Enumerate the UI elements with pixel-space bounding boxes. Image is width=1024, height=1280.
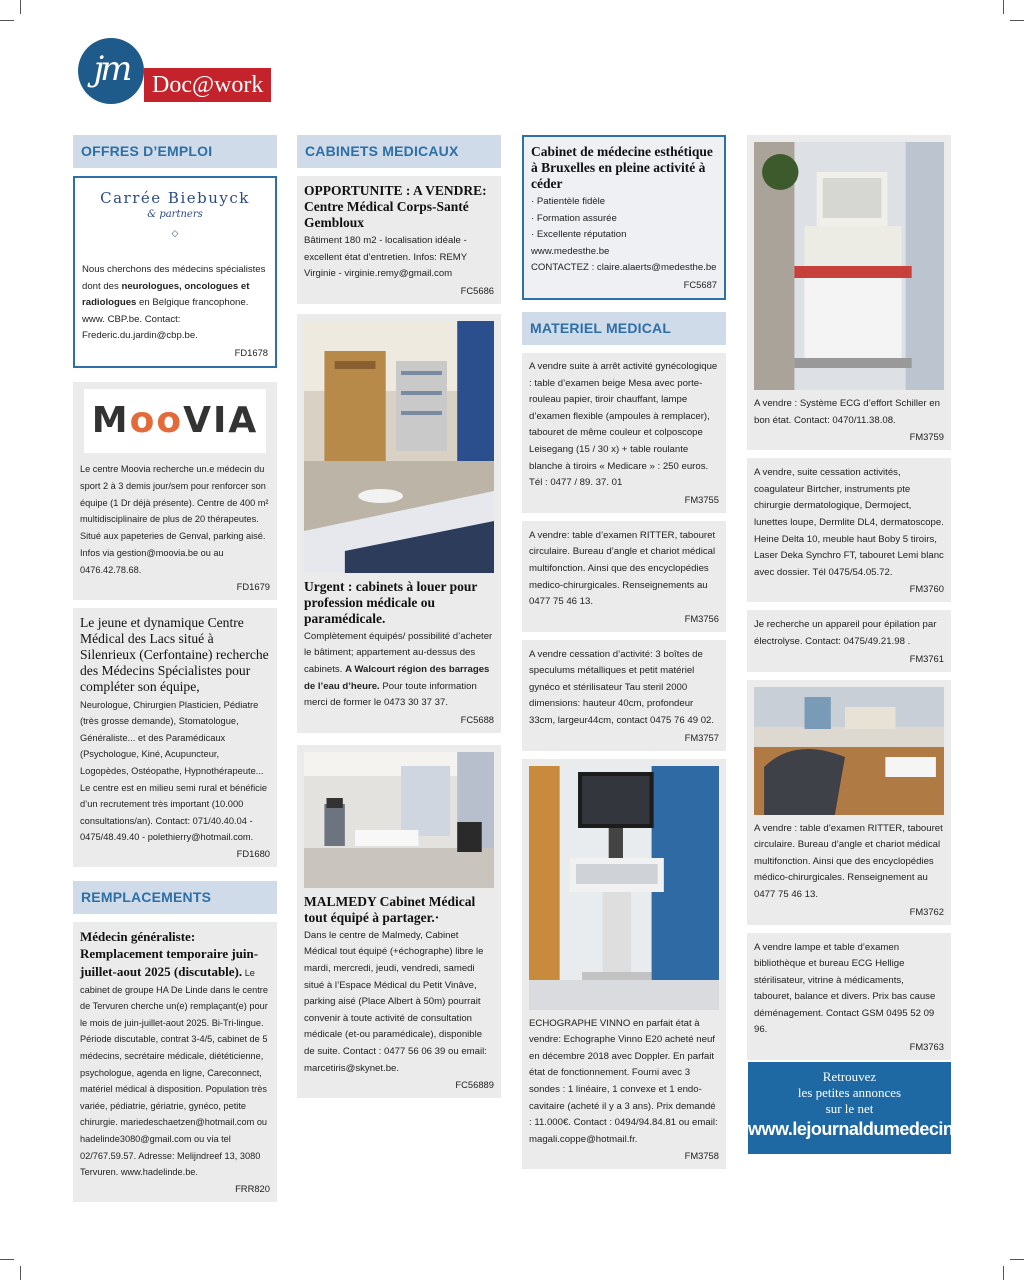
promo-line: Retrouvez <box>822 1069 877 1084</box>
ad-ref: FM3760 <box>909 583 944 595</box>
ad-line: CONTACTEZ : claire.alaerts@medesthe.be <box>531 262 717 274</box>
ad-fm3761 <box>747 610 951 671</box>
ad-ref: FD1678 <box>234 346 268 358</box>
ad-ref: FD1679 <box>236 580 270 592</box>
section-materiel-medical: MATERIEL MEDICAL <box>522 312 726 345</box>
ad-fc5686 <box>297 176 501 304</box>
ad-text: A vendre: table d’examen RITTER, tabouret circulaire. Bureau d’angle et chariot médical multifonction. Ainsi que des encyclopédies medico-chirurgicales. Renseignements au 0477 75 46 13. <box>529 529 716 608</box>
promo-line: les petites annonces <box>797 1085 902 1100</box>
ad-fm3760 <box>747 458 951 602</box>
ad-ref: FM3756 <box>684 612 719 624</box>
section-remplacements: REMPLACEMENTS <box>73 881 277 914</box>
ad-fd1680 <box>73 608 277 867</box>
ad-text: A vendre lampe et table d’examen bibliothèque et bureau ECG Hellige stérilisateur, vitrine à médicaments, tabouret, balance et divers. Prix bas cause déménagement. Contact GSM 0495 52 09 96. <box>754 941 936 1036</box>
crop-mark <box>1010 1259 1024 1260</box>
moovia-logo: MooVIA <box>84 389 266 453</box>
crop-mark <box>0 20 14 21</box>
ad-ref: FM3762 <box>909 905 944 917</box>
ad-text: Neurologue, Chirurgien Plasticien, Pédiatre (très grosse demande), Stomatologue, Généraliste... et des Paramédicaux (Psychologue, Kiné, Acupuncteur, Logopèdes, Ostéopathe, Hypnothérapeute... Le centre est en milieu semi rural et bénéficie d’un recrutement très important (10.000 consultations/an). Contact: 071/40.40.04 - 0475/48.49.40 - polethierry@hotmail.com. <box>80 699 268 843</box>
ad-title: Le jeune et dynamique Centre Médical des Lacs situé à Silenrieux (Cerfontaine) recherche des Médecins Spécialistes pour compléter son équipe, <box>80 614 269 694</box>
ad-text: Bâtiment 180 m2 - localisation idéale - excellent état d’entretien. Infos: REMY Virginie - virginie.remy@gmail.com <box>304 235 468 280</box>
ad-fc56889 <box>297 745 501 1098</box>
column-4 <box>747 135 951 1068</box>
ad-text: A vendre cessation d’activité: 3 boîtes de speculums métalliques et petit matériel gynéco et stérilisateur Tau steril 2000 dimensions: hauteur 40cm, profondeur 33cm, largeur44cm, contact 0475 76 49 02. <box>529 648 715 727</box>
column-3 <box>522 135 726 1177</box>
ad-fm3757 <box>522 640 726 751</box>
ad-ref: FRR820 <box>235 1182 270 1194</box>
jm-logo-mark: jm <box>78 38 144 104</box>
ad-title: Urgent : cabinets à louer pour profession médicale ou paramédicale. <box>304 578 478 626</box>
ad-ref: FC56889 <box>455 1079 494 1091</box>
cabinet-room-photo <box>304 321 494 573</box>
section-offres-emploi: OFFRES D’EMPLOI <box>73 135 277 168</box>
ad-line: · Formation assurée <box>531 212 617 224</box>
crop-mark <box>1003 0 1004 14</box>
masthead-logo <box>78 38 288 108</box>
ad-text: Dans le centre de Malmedy, Cabinet Médical tout équipé (+échographe) libre le mardi, mercredi, jeudi, vendredi, samedi situé à l’Espace Médical du Petit Vinâve, parking aisé (Place Albert à 50m) pourrait convenir à toute activité de consultation médicale (et-ou paramédicale), disponible de suite. Contact : 0477 56 06 39 ou email: marcetiris@skynet.be. <box>304 929 487 1074</box>
ad-ref: FC5688 <box>460 713 494 725</box>
website-link[interactable]: www.lejournaldumedecin.com <box>748 1119 994 1139</box>
ad-ref: FC5686 <box>460 284 494 296</box>
ad-fm3758 <box>522 759 726 1170</box>
ad-ref: FC5687 <box>683 278 717 290</box>
ad-ref: FM3761 <box>909 652 944 664</box>
ad-title: Cabinet de médecine esthétique à Bruxelles en pleine activité à céder <box>531 144 713 191</box>
ad-text: A vendre, suite cessation activités, coagulateur Birtcher, instruments pte chirurgie dermatologique, Dermoject, lunettes loupe, Dermlite DL4, dermatoscope. Heine Delta 10, meuble haut Boby 5 tiroirs, Laser Deka Synchro FT, tabouret Lemi blanc avec dossier. Tél 0475/54.05.72. <box>754 467 944 578</box>
ad-fc5688 <box>297 314 501 733</box>
crop-mark <box>20 0 21 14</box>
ad-ref: FM3758 <box>684 1150 719 1162</box>
office-desk-photo <box>754 687 944 815</box>
ad-frr820 <box>73 922 277 1202</box>
ad-text: Médecin généraliste: Remplacement temporaire juin-juillet-aout 2025 (discutable). Le cabinet de groupe HA De Linde dans le centre de Tervuren cherche un(e) remplaçant(e) pour le mois de juin-juillet-aout 2025. Bi-Tri-lingue. Période discutable, contrat 3-4/5, cabinet de 5 médecins, secrétaire médicale, diététicienne, psychologue, agenda en ligne, Careconnect, matériel médical à disposition. Population très variée, pédiatrie, gériatrie, gynéco, petite chirurgie. mariedeschaetzen@hotmail.com ou hadelinde3080@gmail.com ou via tel 02/767.59.57. Adresse: Melijndreef 13, 3080 Tervuren. www.hadelinde.be. <box>80 928 268 1178</box>
section-cabinets-medicaux: CABINETS MEDICAUX <box>297 135 501 168</box>
ad-ref: FM3759 <box>909 431 944 443</box>
ad-fm3759 <box>747 135 951 450</box>
ad-ref: FM3755 <box>684 493 719 505</box>
crop-mark <box>1010 20 1024 21</box>
ad-line: · Excellente réputation <box>531 229 627 241</box>
ad-text: A vendre : Système ECG d’effort Schiller en bon état. Contact: 0470/11.38.08. <box>754 398 940 426</box>
ad-ref: FM3757 <box>684 731 719 743</box>
crop-mark <box>20 1266 21 1280</box>
malmedy-cabinet-photo <box>304 752 494 888</box>
promo-line: sur le net <box>825 1101 874 1116</box>
carree-biebuyck-logo: Carrée Biebuyck & partners ◇ <box>82 184 268 248</box>
website-promo-box[interactable] <box>748 1062 994 1154</box>
ad-title: OPPORTUNITE : A VENDRE: Centre Médical Corps-Santé Gembloux <box>304 183 487 230</box>
column-2 <box>297 135 501 1106</box>
ad-fm3763 <box>747 933 951 1061</box>
ad-ref: FM3763 <box>909 1041 944 1053</box>
ad-text: Complètement équipés/ possibilité d’acheter le bâtiment; appartement au-dessus des cabinets. A Walcourt région des barrages de l’eau d’heure. Pour toute information merci de former le 0473 30 37 37. <box>304 630 493 709</box>
ad-text: Le centre Moovia recherche un.e médecin du sport 2 à 3 demis jour/sem pour renforcer son équipe (1 Dr déjà présente). Centre de 400 m² multidisciplinaire de plus de 20 thérapeutes. Situé aux papeteries de Genval, parking aisé. Infos via gestion@moovia.be ou au 0476.42.78.68. <box>80 463 269 575</box>
echographe-photo <box>529 766 719 1010</box>
ad-text: Je recherche un appareil pour épilation par électrolyse. Contact: 0475/49.21.98 . <box>754 619 937 647</box>
ad-text: Nous cherchons des médecins spécialistes dont des neurologues, oncologues et radiologues en Belgique francophone. www. CBP.be. Contact: Frederic.du.jardin@cbp.be. <box>82 264 266 342</box>
column-1 <box>73 135 277 1210</box>
ad-fm3755 <box>522 353 726 513</box>
ad-title: MALMEDY Cabinet Médical tout équipé à partager.· <box>304 893 476 925</box>
ad-ref: FD1680 <box>236 847 270 859</box>
crop-mark <box>1003 1266 1004 1280</box>
ad-fd1678 <box>73 176 277 368</box>
ad-fm3756 <box>522 521 726 632</box>
ad-text: A vendre : table d’examen RITTER, tabouret circulaire. Bureau d’angle et chariot médical multifonction. Ainsi que des encyclopédies médico-chirurgicales. Renseignement au 0477 75 46 13. <box>754 822 943 900</box>
ad-line: · Patientèle fidèle <box>531 196 606 207</box>
ecg-system-photo <box>754 142 944 390</box>
ad-text: A vendre suite à arrêt activité gynécologique : table d’examen beige Mesa avec porte-rouleau papier, tiroir chauffant, lampe d’examen flexible (ampoules à remplacer), tabouret de même couleur et colposcope Leisegang (15 / 30 x) + table roulante blanche à tiroirs « Medicare » : 250 euros. Tél : 0477 / 89. 37. 01 <box>529 360 718 489</box>
ad-fm3762 <box>747 680 951 925</box>
ad-fc5687 <box>522 135 726 300</box>
ad-text: ECHOGRAPHE VINNO en parfait état à vendre: Echographe Vinno E20 acheté neuf en décembre 2018 avec Doppler. En parfait état de fonctionnement. Fourni avec 3 sondes : 1 linéaire, 1 convexe et 1 endo-cavitaire (acheté il y a 3 ans). Prix demandé : 11.000€. Contact : 0494/94.84.81 ou email: magali.coppe@hotmail.fr. <box>529 1017 718 1145</box>
ad-line: www.medesthe.be <box>531 245 610 257</box>
ad-fd1679 <box>73 382 277 600</box>
docwork-label: Doc@work <box>144 68 271 102</box>
crop-mark <box>0 1259 14 1260</box>
